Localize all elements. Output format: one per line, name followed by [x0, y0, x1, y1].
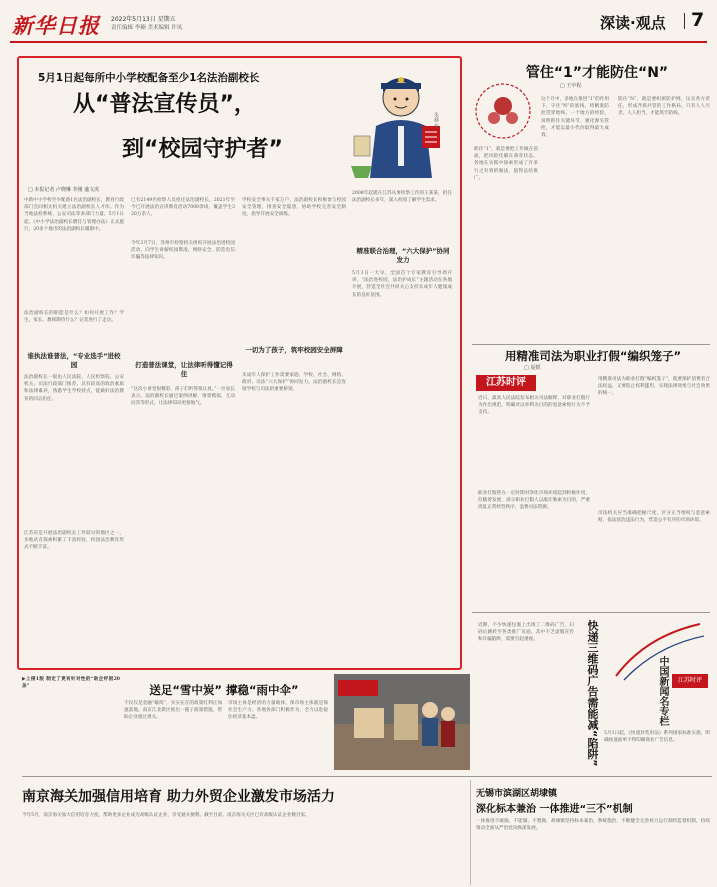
lead-subhead-2: 打造普法课堂，让法律听得懂记得住 [135, 361, 233, 378]
cartoon-credit: 朱赫 作 [433, 112, 439, 129]
ad-brand-name: 中国新闻名专栏 [657, 656, 668, 726]
right-mid-p3: 用精准司法为职业打假“编织笼子”，既要保护消费者合法权益，又要防止权利滥用，实现法律效果与社会效果的统一。 [598, 377, 710, 397]
page-number: 7 [691, 9, 705, 31]
story1-title: 送足“雪中炭” 撑稳“雨中伞” [149, 683, 299, 697]
lead-byline: □ 本报记者 卢晓琳 李刚 盛文虎 [28, 187, 100, 193]
right-mid-divider [472, 612, 710, 613]
bottom-right-title-2: 深化标本兼治 一体推进“三不”机制 [476, 804, 633, 815]
editor-line: 责任编辑 李楠 美术编辑 许凤 [111, 25, 183, 31]
right-mid-p1: 近日，最高人民法院发布相关司法解释，对职业打假行为作出规范，明确对以牟利为目的的恶意索赔行为不予支持。 [478, 396, 590, 416]
right-top-divider [472, 344, 710, 345]
bottom-right-text: 一体推进不敢腐、不能腐、不想腐，胡埭镇坚持标本兼治、系统施治，不断健全完善权力运行制约监督机制，持续推动全面从严治党向纵深发展。 [476, 819, 710, 832]
section-name: 深读·观点 [600, 14, 666, 32]
story1-p1: 不仅仅是金融“解渴”，实实在在的政策红利正加速落地。南京江北新区推出一揽子政策措施，帮助企业渡过难关。 [124, 701, 222, 721]
story1-p2: 市场主体是经济的力量载体，保市场主体就是保社会生产力。各地各部门积极作为，全力以赴稳住经济基本盘。 [228, 701, 328, 721]
ad-vertical-title: 快递三维码广告需能减“陷阱” [586, 620, 599, 767]
lead-headline-2: 到“校园守护者” [122, 137, 283, 162]
page-separator [684, 13, 685, 29]
lead-col1-p1: 中新中小学校至少配备1名法治副校长，教育行政部门会同相关机关建立法治副校长人才库。作为当地法检系统、公安司法等多部门力量，5月1日起，《中小学法治副校长聘任与管理办法》正式施行，20多个地市的法治副校长履职中。 [24, 198, 124, 232]
story1-photo [334, 674, 470, 770]
bottom-left-heading: ▶上接1版 制定了更有针对性的“助企纾困20条” [22, 677, 120, 690]
main-bottom-text: 今年5月，南京海关加大信用培育力度，帮助更多企业成为高级认证企业，享受通关便利。截至目前，南京海关关区已有高级认证企业数百家。 [22, 813, 310, 818]
date-line: 2022年5月13日 星期五 [111, 16, 176, 23]
ad-brand-block [606, 616, 710, 726]
lead-kicker: 5月1日起每所中小学校配备至少1名法治副校长 [38, 72, 260, 84]
lead-col4-p2: 5月1日一大早，全国首个专家教育引导周开讲，“法治进校园，法治护成长”主题活动在各地开展，营造全社会共同关心支持未成年人健康成长的良好氛围。 [352, 271, 452, 298]
right-mid-p2: 职业打假曾在一定时期对净化市场环境起到积极作用，但随着发展，部分职业打假人以敲诈勒索为目的，严重扰乱正常经营秩序，浪费司法资源。 [478, 491, 590, 511]
lead-col3-p2: 未成年人保护工作需要家庭、学校、社会、网络、政府、司法“六大保护”协同发力。法治副校长是连接学校与司法的重要桥梁。 [242, 373, 346, 393]
bottom-right-title-1: 无锡市滨湖区胡埭镇 [476, 789, 558, 799]
lead-subhead-1: 谁执法谁普法，“专业选手”进校园 [27, 352, 121, 369]
masthead [0, 0, 717, 44]
lead-headline-1: 从“普法宣传员”， [73, 92, 256, 117]
lead-col1-p4: 江苏省是开展法治副校长工作较早的地区之一，多地试点探索积累了丰富经验，校园法治教育形式不断丰富。 [24, 531, 124, 551]
newspaper-logo: 新华日报 [12, 14, 100, 38]
ad-brand-tag: 江苏时评 [672, 674, 708, 688]
right-top-p1: 这个月中，多地在推进“1”的作用下，守住“N”的底线，将精准防控贯穿始终。一个地方的经验，说明抓住关键环节、强化源头管控，才能以最小代价取得最大成效。 [541, 97, 609, 139]
right-top-p3: 防住“N”，就是要织密防护网，压实各方责任，形成齐抓共管的工作格局。只有人人尽责、人人担当，才能筑牢防线。 [618, 97, 710, 117]
bottom-divider [22, 776, 712, 777]
lead-subhead-4: 精准联合治理，“六大保护”协同发力 [356, 247, 450, 264]
right-mid-title: 用精准司法为职业打假“编织笼子” [504, 349, 682, 363]
ad-text: 近期，不少快递包裹上出现了二维码广告，扫码后跳转至各类推广页面，其中不乏虚假宣传和诈骗陷阱，需要引起重视。 [478, 623, 574, 643]
lead-col4-p1: 2008年起就在江苏从事检察工作的王某某，担任法治副校长多年，深入校园了解学生需求。 [352, 191, 452, 204]
right-top-p2: 抓住“1”，就是要把工作做在前面，把风险化解在萌芽状态。各地在实践中探索形成了许多行之有效的做法，值得总结推广。 [474, 147, 538, 181]
lead-col1-p3: 法治副校长一般由人民法院、人民检察院、公安机关、司法行政部门推荐，具有较高的政治素质和法律素养，熟悉学生学校特点，能做好法治教育的同志担任。 [24, 375, 124, 402]
main-bottom-title: 南京海关加强信用培育 助力外贸企业激发市场活力 [22, 789, 335, 805]
masthead-rule [10, 41, 707, 43]
jiangsu-column-logo-text: 江苏时评 [486, 377, 526, 388]
lead-subhead-3: 一切为了孩子，筑牢校园安全屏障 [245, 346, 343, 354]
right-top-byline: □ 王中程 [560, 83, 582, 89]
lead-col3-p1: 学校安全事关千家万户，法治副校长积极参与校园安全管理，排查安全隐患，协助学校完善安全制度，指导开展安全演练。 [242, 198, 346, 218]
ad-caption: 5月1日起，《快递封装用品》系列国家标准实施，明确快递面单不得印刷商业广告信息。 [604, 731, 710, 744]
lead-col2-p1: 已有2149名检察人员担任法治副校长，2021年至今已开展法治宣讲教育活动7000余场，覆盖学生320万余人。 [131, 198, 235, 218]
lead-col1-p2: 法治副校长的职能是什么？如何开展工作？学生、家长、教师期待什么？记者进行了走访。 [24, 311, 124, 324]
lead-col2-p2: 今年3月7日，苏州市检察机关组织开展法治进校园活动，向学生讲解校园欺凌、网络安全、防范电信诈骗等法律知识。 [131, 241, 235, 261]
right-mid-byline: □ 夏媛 [524, 365, 541, 371]
column-avatar-image [474, 82, 532, 140]
right-mid-p4: 司法机关应当准确把握尺度，区分正当维权与恶意索赔，依法惩治违法行为，营造公平有序的市场环境。 [598, 511, 710, 524]
right-top-title: 管住“1”才能防住“N” [525, 65, 669, 81]
jiangsu-column-logo [476, 375, 536, 391]
bottom-right-vrule [470, 780, 471, 885]
lead-col2-p3: “这次小讲堂很精彩，孩子们听得很认真。”一位家长表示。法治副校长通过案例讲解、情景模拟、互动问答等形式，让法律知识更接地气。 [131, 387, 235, 407]
